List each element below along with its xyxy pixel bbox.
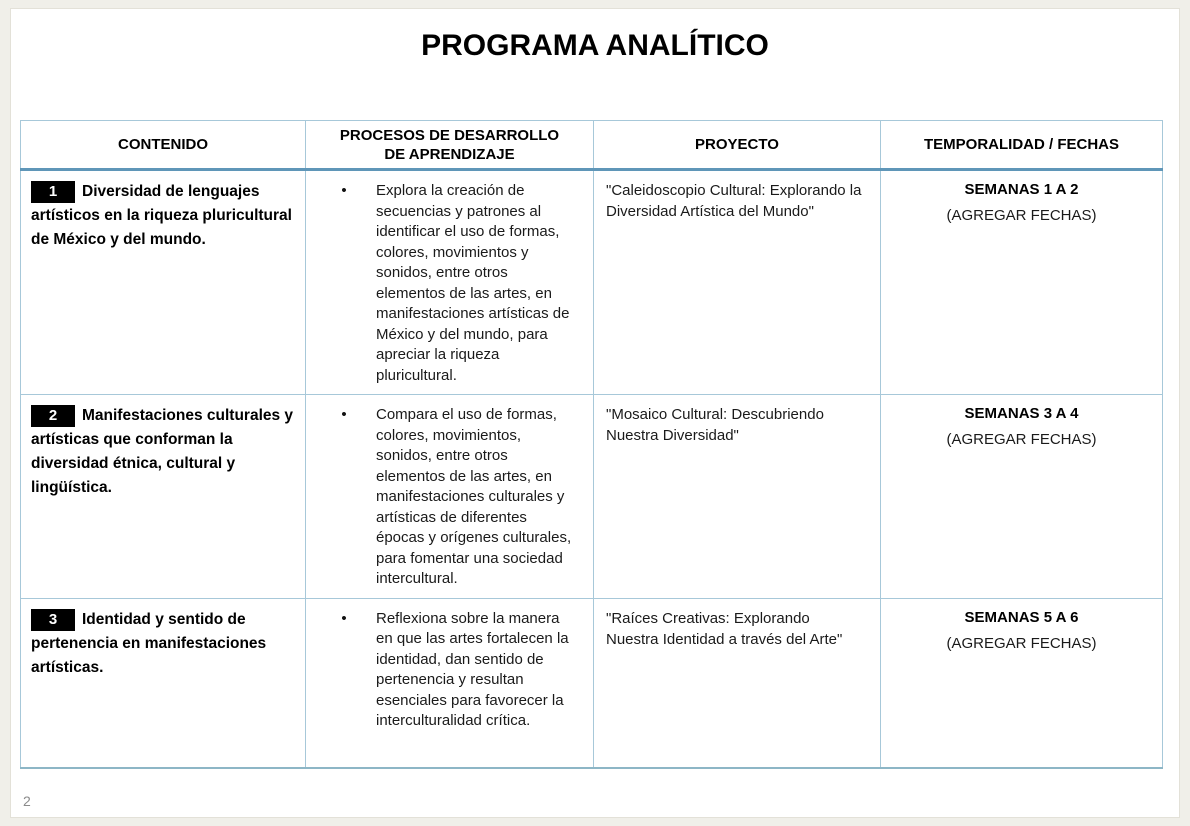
table-row	[21, 395, 1163, 599]
row-number-badge: 3	[31, 609, 75, 631]
page-title: PROGRAMA ANALÍTICO	[421, 29, 769, 62]
contenido-label: Identidad y sentido de pertenencia en manifestaciones artísticas.	[31, 610, 267, 676]
proceso-text: Compara el uso de formas, colores, movimientos, sonidos, entre otros elementos de las artes, en manifestaciones culturales y artísticas de diferentes épocas y orígenes culturales, para fomentar una sociedad intercultural.	[376, 406, 572, 587]
header-temporalidad: TEMPORALIDAD / FECHAS	[881, 121, 1163, 170]
header-proyecto: PROYECTO	[594, 121, 881, 170]
contenido-text	[31, 180, 295, 252]
row-number-badge: 2	[31, 405, 75, 427]
cell-temporalidad-1	[881, 170, 1163, 395]
cell-temporalidad-2	[881, 395, 1163, 599]
proceso-text: Explora la creación de secuencias y patrones al identificar el uso de formas, colores, movimientos y sonidos, entre otros elementos de las artes, en manifestaciones artísticas de México y del mundo, para apreciar la riqueza pluricultural.	[376, 182, 570, 384]
cell-proceso-3	[306, 598, 594, 768]
fechas-placeholder-text: (AGREGAR FECHAS)	[946, 431, 1097, 448]
cell-proyecto-1	[594, 170, 881, 395]
cell-contenido-3	[21, 598, 306, 768]
table-row	[21, 598, 1163, 768]
cell-proceso-1	[306, 170, 594, 395]
fechas-placeholder-text: (AGREGAR FECHAS)	[946, 207, 1097, 224]
cell-proyecto-3	[594, 598, 881, 768]
semanas-text: SEMANAS 1 A 2	[964, 181, 1079, 198]
semanas-text: SEMANAS 5 A 6	[964, 608, 1079, 626]
cell-proceso-2	[306, 395, 594, 599]
table-row	[21, 170, 1163, 395]
bullet-icon: •	[341, 609, 347, 627]
document-page	[10, 8, 1180, 818]
cell-temporalidad-3	[881, 598, 1163, 768]
page-number: 2	[23, 793, 31, 809]
bullet-icon: •	[341, 406, 347, 423]
proceso-text: Reflexiona sobre la manera en que las artes fortalecen la identidad, dan sentido de pertenencia y resultan esenciales para favorecer la interculturalidad crítica.	[376, 609, 569, 729]
row-number-badge: 1	[31, 181, 75, 203]
fechas-placeholder-text: (AGREGAR FECHAS)	[946, 634, 1097, 652]
cell-contenido-2	[21, 395, 306, 599]
bullet-list-item	[306, 405, 579, 590]
table-header-row	[21, 121, 1163, 170]
header-contenido: CONTENIDO	[21, 121, 306, 170]
contenido-text	[31, 608, 295, 680]
bullet-list-item	[306, 181, 579, 386]
proyecto-text: "Raíces Creativas: Explorando Nuestra Identidad a través del Arte"	[606, 609, 843, 648]
cell-proyecto-2	[594, 395, 881, 599]
header-procesos: PROCESOS DE DESARROLLO DE APRENDIZAJE	[306, 121, 594, 170]
contenido-text	[31, 404, 295, 500]
programa-analitico-table	[20, 120, 1163, 769]
contenido-label: Manifestaciones culturales y artísticas que conforman la diversidad étnica, cultural y lingüística.	[31, 407, 294, 496]
proyecto-text: "Mosaico Cultural: Descubriendo Nuestra Diversidad"	[606, 406, 824, 444]
contenido-label: Diversidad de lenguajes artísticos en la riqueza pluricultural de México y del mundo.	[31, 183, 292, 248]
bullet-list-item	[306, 609, 579, 732]
semanas-text: SEMANAS 3 A 4	[964, 405, 1079, 422]
proyecto-text: "Caleidoscopio Cultural: Explorando la Diversidad Artística del Mundo"	[606, 182, 862, 220]
bullet-icon: •	[341, 182, 347, 199]
cell-contenido-1	[21, 170, 306, 395]
